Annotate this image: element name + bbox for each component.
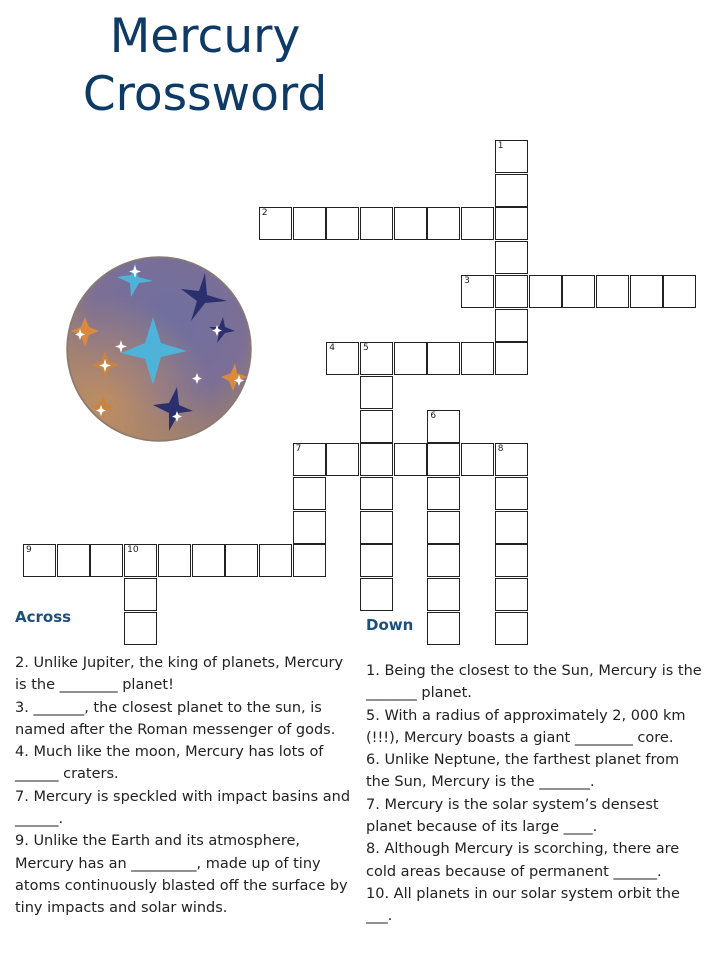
down-clue: 8. Although Mercury is scorching, there are cold areas because of permanent ______.	[366, 841, 680, 880]
down-clue: 1. Being the closest to the Sun, Mercury is the _______ planet.	[366, 663, 702, 702]
grid-cell[interactable]	[630, 275, 663, 308]
grid-cell[interactable]	[495, 207, 528, 240]
grid-cell[interactable]	[427, 207, 460, 240]
title-line-1: Mercury	[109, 9, 301, 64]
grid-cell[interactable]	[495, 612, 528, 645]
grid-cell[interactable]	[495, 544, 528, 577]
across-clue: 2. Unlike Jupiter, the king of planets, Mercury is the ________ planet!	[15, 655, 344, 694]
grid-cell[interactable]	[259, 207, 292, 240]
grid-cell[interactable]	[495, 275, 528, 308]
grid-cell[interactable]	[293, 477, 326, 510]
grid-cell[interactable]	[158, 544, 191, 577]
grid-cell[interactable]	[495, 511, 528, 544]
grid-cell[interactable]	[360, 511, 393, 544]
clue-number: 2	[261, 208, 268, 219]
grid-cell[interactable]	[495, 174, 528, 207]
grid-cell[interactable]	[495, 443, 528, 476]
grid-cell[interactable]	[124, 544, 157, 577]
grid-cell[interactable]	[596, 275, 629, 308]
grid-cell[interactable]	[495, 241, 528, 274]
grid-cell[interactable]	[427, 511, 460, 544]
grid-cell[interactable]	[360, 410, 393, 443]
grid-cell[interactable]	[427, 578, 460, 611]
across-clue: 7. Mercury is speckled with impact basins and ______.	[15, 788, 351, 828]
down-clue: 6. Unlike Neptune, the farthest planet from the Sun, Mercury is the _______.	[366, 752, 680, 791]
grid-cell[interactable]	[293, 511, 326, 544]
grid-cell[interactable]	[663, 275, 696, 308]
clue-number: 4	[329, 343, 336, 354]
grid-cell[interactable]	[360, 207, 393, 240]
grid-cell[interactable]	[259, 544, 292, 577]
clue-number: 1	[497, 141, 504, 151]
grid-cell[interactable]	[495, 140, 528, 173]
across-clue: 9. Unlike the Earth and its atmosphere, Mercury has an _________, made up of tiny atoms continuously blasted off the surface by tiny impacts and solar winds.	[15, 833, 348, 917]
grid-cell[interactable]	[90, 544, 123, 577]
grid-cell[interactable]	[461, 443, 494, 476]
grid-cell[interactable]	[427, 477, 460, 510]
grid-cell[interactable]	[57, 544, 90, 577]
grid-cell[interactable]	[124, 578, 157, 611]
grid-cell[interactable]	[360, 376, 393, 409]
grid-cell[interactable]	[461, 342, 494, 375]
grid-cell[interactable]	[461, 207, 494, 240]
grid-cell[interactable]	[124, 612, 157, 645]
grid-cell[interactable]	[293, 443, 326, 476]
grid-cell[interactable]	[394, 443, 427, 476]
clue-number: 7	[295, 444, 302, 455]
clue-number: 9	[26, 545, 32, 556]
clue-number: 6	[430, 410, 437, 421]
grid-cell[interactable]	[495, 309, 528, 342]
title-line-2: Crossword	[82, 67, 328, 122]
across-clue: 3. _______, the closest planet to the sun, is named after the Roman messenger of gods.	[15, 699, 336, 738]
clue-number: 8	[497, 444, 504, 455]
grid-cell[interactable]	[394, 342, 427, 375]
grid-cell[interactable]	[427, 443, 460, 476]
grid-cell[interactable]	[529, 275, 562, 308]
down-clue: 5. With a radius of approximately 2, 000 km (!!!), Mercury boasts a giant ________ core.	[366, 707, 686, 746]
grid-cell[interactable]	[225, 544, 258, 577]
grid-cell[interactable]	[427, 544, 460, 577]
grid-cell[interactable]	[360, 477, 393, 510]
clue-number: 3	[464, 275, 470, 286]
grid-cell[interactable]	[427, 612, 460, 645]
grid-cell[interactable]	[326, 443, 359, 476]
clue-number: 10	[127, 545, 139, 556]
down-heading: Down	[366, 616, 414, 634]
down-clues	[366, 660, 706, 928]
grid-cell[interactable]	[562, 275, 595, 308]
grid-cell[interactable]	[495, 578, 528, 611]
grid-cell[interactable]	[293, 544, 326, 577]
grid-cell[interactable]	[495, 477, 528, 510]
grid-cell[interactable]	[427, 342, 460, 375]
down-clue: 7. Mercury is the solar system’s densest planet because of its large ____.	[366, 796, 659, 836]
across-heading: Across	[15, 608, 72, 626]
grid-cell[interactable]	[360, 342, 393, 375]
grid-cell[interactable]	[360, 443, 393, 476]
grid-cell[interactable]	[495, 342, 528, 375]
grid-cell[interactable]	[192, 544, 225, 577]
grid-cell[interactable]	[326, 342, 359, 375]
grid-cell[interactable]	[326, 207, 359, 240]
grid-cell[interactable]	[427, 410, 460, 443]
across-clues	[15, 652, 357, 920]
grid-cell[interactable]	[293, 207, 326, 240]
grid-cell[interactable]	[394, 207, 427, 240]
grid-cell[interactable]	[461, 275, 494, 308]
down-clue: 10. All planets in our solar system orbit the ___.	[366, 885, 680, 925]
grid-cell[interactable]	[23, 544, 56, 577]
grid-cell[interactable]	[360, 578, 393, 611]
clue-number: 5	[363, 343, 369, 354]
grid-cell[interactable]	[360, 544, 393, 577]
across-clue: 4. Much like the moon, Mercury has lots of ______ craters.	[15, 744, 324, 783]
planet-illustration	[65, 255, 253, 443]
